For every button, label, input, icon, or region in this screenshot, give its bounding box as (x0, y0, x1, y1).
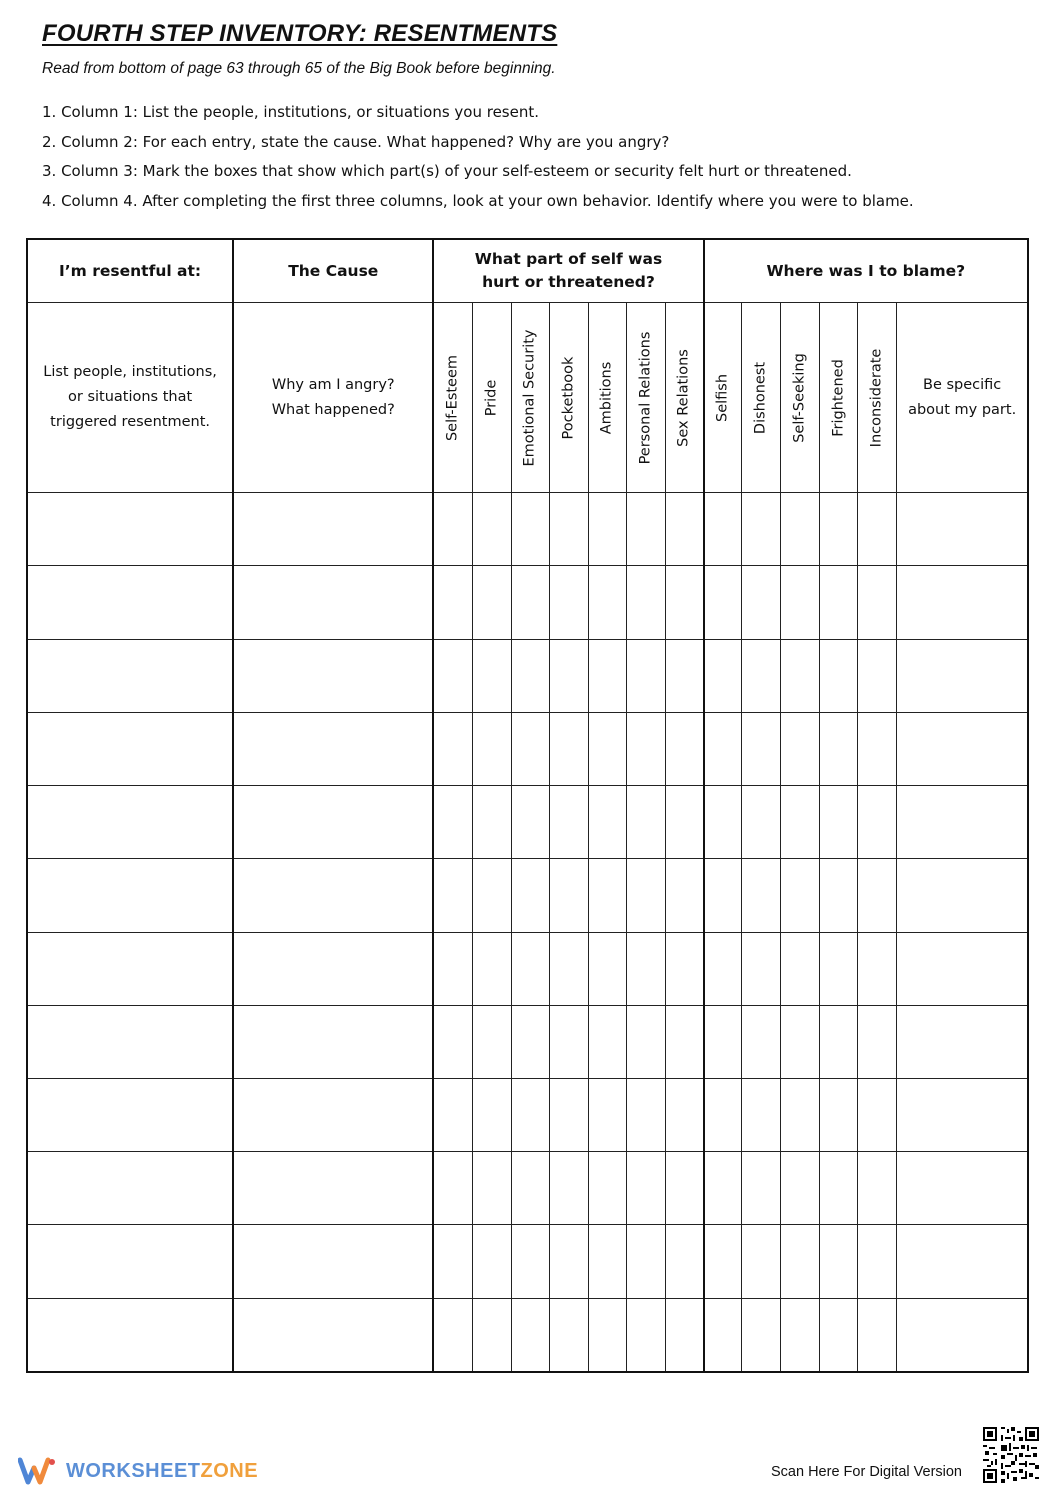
blank-cell[interactable] (511, 786, 549, 859)
blank-cell[interactable] (588, 566, 626, 639)
resentful-description: List people, institutions, or situations that triggered resentment. (27, 303, 233, 493)
blank-cell[interactable] (588, 786, 626, 859)
blank-cell[interactable] (666, 1078, 704, 1151)
blank-cell[interactable] (704, 1152, 742, 1225)
blank-cell[interactable] (858, 639, 897, 712)
table-row (27, 712, 1028, 785)
blank-cell[interactable] (511, 493, 549, 566)
blank-cell[interactable] (897, 1005, 1028, 1078)
blank-cell[interactable] (472, 1005, 511, 1078)
blank-cell[interactable] (433, 712, 472, 785)
blank-cell[interactable] (549, 1225, 588, 1298)
blank-cell[interactable] (820, 1298, 858, 1372)
blank-cell[interactable] (27, 1005, 233, 1078)
blank-cell[interactable] (897, 859, 1028, 932)
blank-cell[interactable] (511, 566, 549, 639)
blank-cell[interactable] (233, 1298, 433, 1372)
blank-cell[interactable] (511, 712, 549, 785)
blank-cell[interactable] (742, 639, 781, 712)
blank-cell[interactable] (549, 1078, 588, 1151)
blank-cell[interactable] (704, 566, 742, 639)
blank-cell[interactable] (742, 1078, 781, 1151)
blank-cell[interactable] (233, 712, 433, 785)
blank-cell[interactable] (666, 712, 704, 785)
blank-cell[interactable] (27, 932, 233, 1005)
blank-cell[interactable] (433, 493, 472, 566)
blank-cell[interactable] (627, 566, 666, 639)
blank-cell[interactable] (27, 493, 233, 566)
blank-cell[interactable] (858, 566, 897, 639)
blank-cell[interactable] (666, 1298, 704, 1372)
blank-cell[interactable] (742, 1298, 781, 1372)
blank-cell[interactable] (233, 786, 433, 859)
blank-cell[interactable] (897, 712, 1028, 785)
table-row (27, 1298, 1028, 1372)
blank-cell[interactable] (781, 1005, 820, 1078)
blank-cell[interactable] (781, 1298, 820, 1372)
blank-cell[interactable] (897, 639, 1028, 712)
scan-caption: Scan Here For Digital Version (771, 1464, 962, 1480)
blank-cell[interactable] (472, 566, 511, 639)
instruction-item: 3. Column 3: Mark the boxes that show which part(s) of your self-esteem or security felt hurt or threatened. (42, 162, 852, 180)
resentment-inventory-table (26, 238, 1029, 1373)
blank-cell[interactable] (742, 1005, 781, 1078)
blank-cell[interactable] (511, 1005, 549, 1078)
header-where-to-blame: Where was I to blame? (704, 239, 1028, 303)
blank-cell[interactable] (588, 1152, 626, 1225)
column-label-inconsiderate: Inconsiderate (858, 303, 897, 493)
blank-cell[interactable] (588, 493, 626, 566)
blank-cell[interactable] (233, 566, 433, 639)
blank-cell[interactable] (472, 932, 511, 1005)
column-label-selfish: Selfish (704, 303, 742, 493)
blank-cell[interactable] (549, 1298, 588, 1372)
column-label-frightened: Frightened (820, 303, 858, 493)
blank-cell[interactable] (666, 859, 704, 932)
blank-cell[interactable] (704, 712, 742, 785)
blank-cell[interactable] (588, 1225, 626, 1298)
blank-cell[interactable] (549, 566, 588, 639)
blank-cell[interactable] (433, 932, 472, 1005)
blank-cell[interactable] (897, 1298, 1028, 1372)
instruction-item: 4. Column 4. After completing the first three columns, look at your own behavior. Identify where you were to blame. (42, 191, 914, 210)
column-label-pocketbook: Pocketbook (549, 303, 588, 493)
blank-cell[interactable] (549, 1005, 588, 1078)
blank-cell[interactable] (511, 639, 549, 712)
blank-cell[interactable] (511, 932, 549, 1005)
blank-cell[interactable] (627, 493, 666, 566)
blank-cell[interactable] (704, 786, 742, 859)
blank-cell[interactable] (781, 1078, 820, 1151)
blank-cell[interactable] (27, 1152, 233, 1225)
blank-cell[interactable] (781, 786, 820, 859)
blank-cell[interactable] (27, 1298, 233, 1372)
worksheetzone-logo (18, 1456, 258, 1486)
blank-cell[interactable] (704, 859, 742, 932)
column-label-emotional-security: Emotional Security (511, 303, 549, 493)
blank-cell[interactable] (704, 493, 742, 566)
blank-cell[interactable] (820, 1005, 858, 1078)
blank-cell[interactable] (897, 1078, 1028, 1151)
blank-cell[interactable] (472, 493, 511, 566)
column-label-dishonest: Dishonest (742, 303, 781, 493)
blank-cell[interactable] (820, 493, 858, 566)
blank-cell[interactable] (588, 712, 626, 785)
table-row (27, 1005, 1028, 1078)
blank-cell[interactable] (666, 786, 704, 859)
blank-cell[interactable] (820, 1078, 858, 1151)
blank-cell[interactable] (627, 1078, 666, 1151)
blank-cell[interactable] (820, 639, 858, 712)
blank-cell[interactable] (27, 712, 233, 785)
blank-cell[interactable] (897, 493, 1028, 566)
table-row (27, 1078, 1028, 1151)
table-row (27, 932, 1028, 1005)
blank-cell[interactable] (511, 859, 549, 932)
table-row (27, 859, 1028, 932)
blank-cell[interactable] (897, 566, 1028, 639)
blank-cell[interactable] (820, 1152, 858, 1225)
blank-cell[interactable] (433, 1152, 472, 1225)
specific-description: Be specific about my part. (897, 303, 1028, 493)
blank-cell[interactable] (433, 1225, 472, 1298)
blank-cell[interactable] (742, 493, 781, 566)
blank-cell[interactable] (820, 1225, 858, 1298)
blank-cell[interactable] (549, 1152, 588, 1225)
blank-cell[interactable] (549, 786, 588, 859)
page-title: FOURTH STEP INVENTORY: RESENTMENTS (42, 20, 558, 47)
blank-cell[interactable] (781, 859, 820, 932)
blank-cell[interactable] (781, 1152, 820, 1225)
blank-cell[interactable] (511, 1078, 549, 1151)
blank-cell[interactable] (781, 932, 820, 1005)
blank-cell[interactable] (472, 859, 511, 932)
blank-cell[interactable] (666, 932, 704, 1005)
blank-cell[interactable] (511, 1225, 549, 1298)
blank-cell[interactable] (627, 712, 666, 785)
blank-cell[interactable] (742, 932, 781, 1005)
blank-cell[interactable] (233, 1225, 433, 1298)
blank-cell[interactable] (433, 786, 472, 859)
blank-cell[interactable] (666, 1005, 704, 1078)
blank-cell[interactable] (511, 1152, 549, 1225)
blank-cell[interactable] (858, 932, 897, 1005)
blank-cell[interactable] (627, 932, 666, 1005)
blank-cell[interactable] (742, 786, 781, 859)
blank-cell[interactable] (472, 1298, 511, 1372)
blank-cell[interactable] (704, 1298, 742, 1372)
worksheetzone-logo-icon (18, 1456, 58, 1486)
blank-cell[interactable] (433, 566, 472, 639)
blank-cell[interactable] (704, 1078, 742, 1151)
blank-cell[interactable] (820, 566, 858, 639)
description-row (27, 303, 1028, 493)
blank-cell[interactable] (781, 1225, 820, 1298)
blank-cell[interactable] (549, 712, 588, 785)
blank-cell[interactable] (233, 859, 433, 932)
blank-cell[interactable] (433, 1298, 472, 1372)
blank-cell[interactable] (472, 639, 511, 712)
blank-cell[interactable] (742, 712, 781, 785)
blank-cell[interactable] (897, 1152, 1028, 1225)
column-label-personal-relations: Personal Relations (627, 303, 666, 493)
blank-cell[interactable] (742, 1152, 781, 1225)
blank-cell[interactable] (858, 493, 897, 566)
table-row (27, 566, 1028, 639)
blank-cell[interactable] (781, 712, 820, 785)
blank-cell[interactable] (233, 493, 433, 566)
blank-cell[interactable] (472, 786, 511, 859)
blank-cell[interactable] (820, 786, 858, 859)
blank-cell[interactable] (433, 1005, 472, 1078)
page-subtitle: Read from bottom of page 63 through 65 of the Big Book before beginning. (42, 60, 556, 77)
blank-cell[interactable] (858, 1298, 897, 1372)
blank-cell[interactable] (233, 1078, 433, 1151)
blank-cell[interactable] (820, 712, 858, 785)
blank-cell[interactable] (472, 1225, 511, 1298)
blank-cell[interactable] (472, 1078, 511, 1151)
blank-cell[interactable] (704, 932, 742, 1005)
blank-cell[interactable] (858, 786, 897, 859)
blank-cell[interactable] (858, 712, 897, 785)
blank-cell[interactable] (666, 1152, 704, 1225)
blank-cell[interactable] (742, 566, 781, 639)
blank-cell[interactable] (820, 859, 858, 932)
blank-cell[interactable] (511, 1298, 549, 1372)
column-label-ambitions: Ambitions (588, 303, 626, 493)
blank-cell[interactable] (858, 1005, 897, 1078)
worksheetzone-wordmark: WORKSHEETZONE (66, 1459, 259, 1482)
qr-code-icon[interactable] (983, 1427, 1039, 1483)
blank-cell[interactable] (897, 932, 1028, 1005)
blank-cell[interactable] (549, 493, 588, 566)
column-label-self-esteem: Self-Esteem (433, 303, 472, 493)
blank-cell[interactable] (588, 1005, 626, 1078)
blank-cell[interactable] (781, 566, 820, 639)
table-row (27, 1152, 1028, 1225)
blank-cell[interactable] (27, 859, 233, 932)
blank-cell[interactable] (704, 1005, 742, 1078)
instruction-item: 2. Column 2: For each entry, state the cause. What happened? Why are you angry? (42, 132, 670, 151)
blank-cell[interactable] (742, 859, 781, 932)
blank-cell[interactable] (781, 639, 820, 712)
blank-cell[interactable] (27, 786, 233, 859)
table-row (27, 786, 1028, 859)
blank-cell[interactable] (627, 639, 666, 712)
blank-cell[interactable] (472, 712, 511, 785)
blank-cell[interactable] (666, 493, 704, 566)
blank-cell[interactable] (27, 1078, 233, 1151)
blank-cell[interactable] (858, 1152, 897, 1225)
header-the-cause: The Cause (233, 239, 433, 303)
blank-cell[interactable] (704, 1225, 742, 1298)
blank-cell[interactable] (27, 1225, 233, 1298)
blank-cell[interactable] (588, 859, 626, 932)
blank-cell[interactable] (858, 859, 897, 932)
blank-cell[interactable] (233, 1152, 433, 1225)
blank-cell[interactable] (433, 859, 472, 932)
blank-cell[interactable] (27, 566, 233, 639)
instruction-item: 1. Column 1: List the people, institutions, or situations you resent. (42, 103, 540, 121)
blank-cell[interactable] (549, 639, 588, 712)
blank-cell[interactable] (588, 1078, 626, 1151)
blank-cell[interactable] (666, 639, 704, 712)
blank-cell[interactable] (588, 932, 626, 1005)
blank-cell[interactable] (472, 1152, 511, 1225)
blank-cell[interactable] (742, 1225, 781, 1298)
blank-cell[interactable] (627, 1152, 666, 1225)
blank-cell[interactable] (233, 639, 433, 712)
blank-cell[interactable] (897, 786, 1028, 859)
blank-cell[interactable] (820, 932, 858, 1005)
table-row (27, 639, 1028, 712)
column-label-self-seeking: Self-Seeking (781, 303, 820, 493)
blank-cell[interactable] (897, 1225, 1028, 1298)
blank-cell[interactable] (233, 1005, 433, 1078)
blank-cell[interactable] (858, 1078, 897, 1151)
blank-cell[interactable] (627, 1298, 666, 1372)
header-part-of-self: What part of self was hurt or threatened? (433, 239, 703, 303)
column-label-pride: Pride (472, 303, 511, 493)
table-row (27, 1225, 1028, 1298)
blank-cell[interactable] (588, 639, 626, 712)
instructions-list (42, 100, 914, 218)
blank-cell[interactable] (627, 1225, 666, 1298)
blank-cell[interactable] (433, 639, 472, 712)
blank-cell[interactable] (666, 566, 704, 639)
column-label-sex-relations: Sex Relations (666, 303, 704, 493)
blank-cell[interactable] (858, 1225, 897, 1298)
blank-cell[interactable] (781, 493, 820, 566)
blank-cell[interactable] (588, 1298, 626, 1372)
blank-cell[interactable] (704, 639, 742, 712)
blank-cell[interactable] (627, 859, 666, 932)
blank-cell[interactable] (433, 1078, 472, 1151)
blank-cell[interactable] (666, 1225, 704, 1298)
blank-cell[interactable] (233, 932, 433, 1005)
header-resentful-at: I’m resentful at: (27, 239, 233, 303)
cause-description: Why am I angry? What happened? (233, 303, 433, 493)
blank-cell[interactable] (549, 859, 588, 932)
blank-cell[interactable] (27, 639, 233, 712)
blank-cell[interactable] (549, 932, 588, 1005)
blank-cell[interactable] (627, 1005, 666, 1078)
table-row (27, 493, 1028, 566)
blank-cell[interactable] (627, 786, 666, 859)
